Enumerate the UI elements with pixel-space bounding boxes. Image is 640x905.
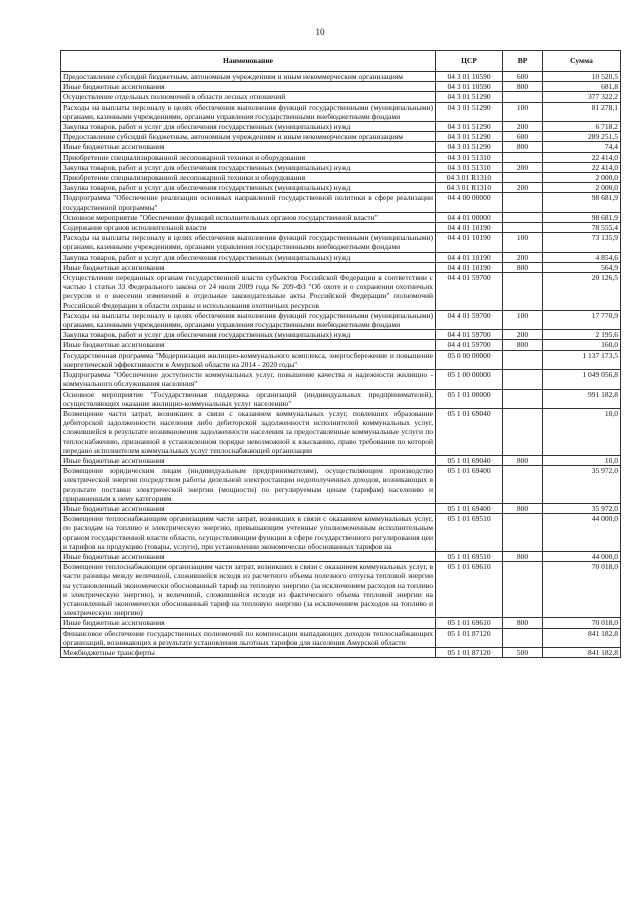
row-vr: 100 (503, 102, 543, 121)
row-name: Финансовое обеспечение государственных полномочий по компенсации выпадающих доходов теплоснабжающих организаций, возникающих в результате установления льготных тарифов для населения Амурской области (61, 628, 436, 647)
table-row (61, 330, 621, 340)
table-row (61, 466, 621, 504)
row-sum: 6 718,2 (543, 122, 621, 132)
row-vr (503, 92, 543, 102)
row-csr: 04 3 01 10590 (436, 82, 503, 92)
table-row (61, 223, 621, 233)
row-name: Осуществление отдельных полномочий в области лесных отношений (61, 92, 436, 102)
row-sum: 2 000,0 (543, 183, 621, 193)
row-csr: 04 4 01 59700 (436, 310, 503, 329)
row-name: Предоставление субсидий бюджетным, автономным учреждениям и иным некоммерческим организациям (61, 132, 436, 142)
row-name: Возмещение юридическим лицам (индивидуальным предпринимателям), осуществляющим производство электрической энергии посредством работы дизельной электростанции недополученных доходов, возникающих в результате поставки электрической энергии (мощности) по регулируемым ценам (тарифам) населению и приравненным к нему категориям (61, 466, 436, 504)
row-sum: 35 972,0 (543, 503, 621, 513)
row-sum: 2 195,6 (543, 330, 621, 340)
row-vr: 800 (503, 262, 543, 272)
row-name: Иные бюджетные ассигнования (61, 142, 436, 152)
row-name: Подпрограмма "Обеспечение доступности коммунальных услуг, повышение качества и надежности жилищно - коммунального обслуживания населения" (61, 370, 436, 389)
row-vr (503, 212, 543, 222)
row-csr: 05 1 01 69040 (436, 455, 503, 465)
table-row (61, 183, 621, 193)
row-sum: 73 135,9 (543, 233, 621, 252)
row-vr: 100 (503, 233, 543, 252)
table-row (61, 503, 621, 513)
row-sum: 160,0 (543, 340, 621, 350)
row-vr: 200 (503, 330, 543, 340)
table-row (61, 132, 621, 142)
row-csr: 04 4 01 10190 (436, 262, 503, 272)
row-csr: 05 1 01 69510 (436, 514, 503, 552)
row-name: Закупка товаров, работ и услуг для обеспечения государственных (муниципальных) нужд (61, 162, 436, 172)
row-vr: 800 (503, 340, 543, 350)
row-csr: 04 4 01 59700 (436, 330, 503, 340)
row-sum: 44 000,0 (543, 551, 621, 561)
row-sum: 4 854,6 (543, 252, 621, 262)
row-vr: 800 (503, 551, 543, 561)
row-name: Иные бюджетные ассигнования (61, 340, 436, 350)
row-vr: 800 (503, 455, 543, 465)
row-sum: 289 251,5 (543, 132, 621, 142)
row-sum: 10,0 (543, 408, 621, 455)
row-name: Содержание органов исполнительной власти (61, 223, 436, 233)
row-vr (503, 514, 543, 552)
table-row (61, 551, 621, 561)
row-name: Основное мероприятие "Государственная поддержка организаций (индивидуальных предпринимателей), осуществляющих оказание жилищно-коммунальных услуг населению" (61, 389, 436, 408)
row-sum: 841 182,8 (543, 628, 621, 647)
row-vr (503, 389, 543, 408)
row-name: Закупка товаров, работ и услуг для обеспечения государственных (муниципальных) нужд (61, 122, 436, 132)
row-sum: 1 049 056,8 (543, 370, 621, 389)
row-csr: 04 3 01 51310 (436, 162, 503, 172)
row-vr: 500 (503, 647, 543, 657)
row-sum: 44 000,0 (543, 514, 621, 552)
row-name: Государственная программа "Модернизация жилищно-коммунального комплекса, энергосбережение и повышение энергетической эффективности в Амурской области на 2014 - 2020 годы" (61, 350, 436, 369)
row-name: Подпрограмма "Обеспечение реализации основных направлений государственной политики в сфере реализации государственной программы" (61, 193, 436, 212)
row-sum: 78 555,4 (543, 223, 621, 233)
row-sum: 22 414,0 (543, 152, 621, 162)
table-row (61, 82, 621, 92)
row-csr: 04 3 01 R1310 (436, 183, 503, 193)
table-row (61, 152, 621, 162)
row-name: Иные бюджетные ассигнования (61, 551, 436, 561)
row-name: Возмещение теплоснабжающим организациям части затрат, возникших в связи с оказанием коммунальных услуг, по расходам на топливо и электрическую энергию, превышающим учтенные уполномоченным исполнительным органом государственной власти области, осуществляющим функции в сфере государственного регулирования цен и тарифов на продукцию (товары, услуги), при установлении экономически обоснованных тарифов на (61, 514, 436, 552)
header-name: Наименование (61, 51, 436, 72)
table-row (61, 102, 621, 121)
row-sum: 841 182,8 (543, 647, 621, 657)
table-row (61, 389, 621, 408)
row-csr: 04 4 01 10190 (436, 233, 503, 252)
row-csr: 04 3 01 R1310 (436, 173, 503, 183)
row-vr: 200 (503, 252, 543, 262)
row-sum: 10 520,5 (543, 72, 621, 82)
table-row (61, 273, 621, 311)
row-name: Расходы на выплаты персоналу в целях обеспечения выполнения функций государственными (муниципальными) органами, казенными учреждениями, органами управления государственными внебюджетными фондами (61, 310, 436, 329)
row-name: Предоставление субсидий бюджетным, автономным учреждениям и иным некоммерческим организациям (61, 72, 436, 82)
row-name: Иные бюджетные ассигнования (61, 455, 436, 465)
row-vr (503, 193, 543, 212)
row-vr (503, 273, 543, 311)
table-row (61, 173, 621, 183)
row-sum: 70 018,0 (543, 562, 621, 618)
row-name: Приобретение специализированной лесопожарной техники и оборудования (61, 173, 436, 183)
row-sum: 1 137 173,5 (543, 350, 621, 369)
row-csr: 05 0 00 00000 (436, 350, 503, 369)
row-csr: 04 3 01 51290 (436, 122, 503, 132)
table-row (61, 514, 621, 552)
row-csr: 05 1 01 87120 (436, 647, 503, 657)
row-vr: 800 (503, 618, 543, 628)
row-csr: 05 1 01 69400 (436, 503, 503, 513)
table-row (61, 142, 621, 152)
row-sum: 17 770,9 (543, 310, 621, 329)
table-row (61, 618, 621, 628)
row-name: Осуществление переданных органам государственной власти субъектов Российской Федерации в соответствии с частью 1 статьи 33 Федерального закона от 24 июля 2009 года № 209-ФЗ "Об охоте и о сохранении охотничьих ресурсов и о внесении изменений в отдельные законодательные акты Российской Федерации" полномочий Российской Федерации в области охраны и использования охотничьих ресурсов (61, 273, 436, 311)
row-sum: 98 681,9 (543, 193, 621, 212)
row-sum: 70 018,0 (543, 618, 621, 628)
row-vr (503, 562, 543, 618)
row-sum: 564,9 (543, 262, 621, 272)
row-name: Иные бюджетные ассигнования (61, 503, 436, 513)
row-csr: 04 3 01 10590 (436, 72, 503, 82)
row-vr: 200 (503, 183, 543, 193)
row-name: Закупка товаров, работ и услуг для обеспечения государственных (муниципальных) нужд (61, 252, 436, 262)
row-sum: 98 681,9 (543, 212, 621, 222)
row-vr: 800 (503, 82, 543, 92)
table-row (61, 162, 621, 172)
table-row (61, 455, 621, 465)
row-vr (503, 370, 543, 389)
row-name: Иные бюджетные ассигнования (61, 618, 436, 628)
table-row (61, 212, 621, 222)
row-csr: 05 1 01 69400 (436, 466, 503, 504)
row-sum: 20 126,5 (543, 273, 621, 311)
row-name: Основное мероприятие "Обеспечение функций исполнительных органов государственной власти" (61, 212, 436, 222)
row-name: Межбюджетные трансферты (61, 647, 436, 657)
row-csr: 04 3 01 51290 (436, 132, 503, 142)
row-vr: 100 (503, 310, 543, 329)
row-vr (503, 173, 543, 183)
row-csr: 05 1 01 69510 (436, 551, 503, 561)
row-vr: 200 (503, 162, 543, 172)
row-sum: 991 182,8 (543, 389, 621, 408)
row-csr: 05 1 01 87120 (436, 628, 503, 647)
row-name: Приобретение специализированной лесопожарной техники и оборудования (61, 152, 436, 162)
row-csr: 04 3 01 51290 (436, 102, 503, 121)
table-row (61, 562, 621, 618)
table-row (61, 340, 621, 350)
page-number: 10 (315, 27, 325, 37)
table-row (61, 262, 621, 272)
table-row (61, 647, 621, 657)
row-csr: 05 1 01 00000 (436, 389, 503, 408)
row-sum: 22 414,0 (543, 162, 621, 172)
table-row (61, 72, 621, 82)
row-vr: 800 (503, 142, 543, 152)
row-vr: 600 (503, 132, 543, 142)
row-csr: 04 4 01 59700 (436, 273, 503, 311)
table-row (61, 252, 621, 262)
row-csr: 05 1 00 00000 (436, 370, 503, 389)
row-sum: 10,0 (543, 455, 621, 465)
header-vr: ВР (503, 51, 543, 72)
row-vr: 600 (503, 72, 543, 82)
table-row (61, 628, 621, 647)
row-vr (503, 350, 543, 369)
table-row (61, 122, 621, 132)
table-row (61, 350, 621, 369)
row-vr: 200 (503, 122, 543, 132)
row-csr: 04 3 01 51290 (436, 142, 503, 152)
row-vr: 800 (503, 503, 543, 513)
row-sum: 81 278,1 (543, 102, 621, 121)
row-csr: 04 4 00 00000 (436, 193, 503, 212)
row-vr (503, 628, 543, 647)
table-row (61, 310, 621, 329)
row-sum: 681,8 (543, 82, 621, 92)
row-csr: 05 1 01 69040 (436, 408, 503, 455)
row-vr (503, 223, 543, 233)
row-name: Иные бюджетные ассигнования (61, 262, 436, 272)
row-csr: 04 3 01 51290 (436, 92, 503, 102)
table-row (61, 370, 621, 389)
row-name: Расходы на выплаты персоналу в целях обеспечения выполнения функций государственными (муниципальными) органами, казенными учреждениями, органами управления государственными внебюджетными фондами (61, 102, 436, 121)
table-row (61, 193, 621, 212)
row-sum: 35 972,0 (543, 466, 621, 504)
row-sum: 2 000,0 (543, 173, 621, 183)
row-name: Возмещение теплоснабжающим организациям части затрат, возникших в связи с оказанием коммунальных услуг, в части разницы между величиной, сложившейся исходя из расчетного объема полезного отпуска тепловой энергии на установленный экономически обоснованный тариф на тепловую энергию (за исключением расходов на топливо и электрическую энергию), и величиной, сложившейся исходя из фактического объема тепловой энергии на установленный экономически обоснованный тариф на тепловую энергию (за исключением расходов на топливо и электрическую энергию) (61, 562, 436, 618)
row-vr (503, 152, 543, 162)
row-name: Возмещение части затрат, возникших в связи с оказанием коммунальных услуг, повлекших образование дебиторской задолженности населения либо дебиторской задолженности исполнителей коммунальных услуг, сложившейся в результате возникновения задолженности населения за предоставленные коммунальные услуги по теплоснабжению, признанной в установленном порядке невозможной к взысканию, право требования по которой передано исполнителем коммунальных услуг теплоснабжающей организации (61, 408, 436, 455)
row-csr: 04 4 01 59700 (436, 340, 503, 350)
row-csr: 04 4 01 00000 (436, 212, 503, 222)
table-header-row (61, 51, 621, 72)
row-vr (503, 408, 543, 455)
row-csr: 04 4 01 10190 (436, 252, 503, 262)
row-csr: 04 3 01 51310 (436, 152, 503, 162)
header-csr: ЦСР (436, 51, 503, 72)
row-name: Закупка товаров, работ и услуг для обеспечения государственных (муниципальных) нужд (61, 183, 436, 193)
header-sum: Сумма (543, 51, 621, 72)
row-csr: 04 4 01 10190 (436, 223, 503, 233)
row-name: Расходы на выплаты персоналу в целях обеспечения выполнения функций государственными (муниципальными) органами, казенными учреждениями, органами управления государственными внебюджетными фондами (61, 233, 436, 252)
row-name: Закупка товаров, работ и услуг для обеспечения государственных (муниципальных) нужд (61, 330, 436, 340)
row-vr (503, 466, 543, 504)
row-csr: 05 1 01 69610 (436, 618, 503, 628)
table-row (61, 233, 621, 252)
row-sum: 377 322,2 (543, 92, 621, 102)
row-csr: 05 1 01 69610 (436, 562, 503, 618)
table-row (61, 408, 621, 455)
budget-table (60, 50, 621, 658)
table-row (61, 92, 621, 102)
row-name: Иные бюджетные ассигнования (61, 82, 436, 92)
row-sum: 74,4 (543, 142, 621, 152)
